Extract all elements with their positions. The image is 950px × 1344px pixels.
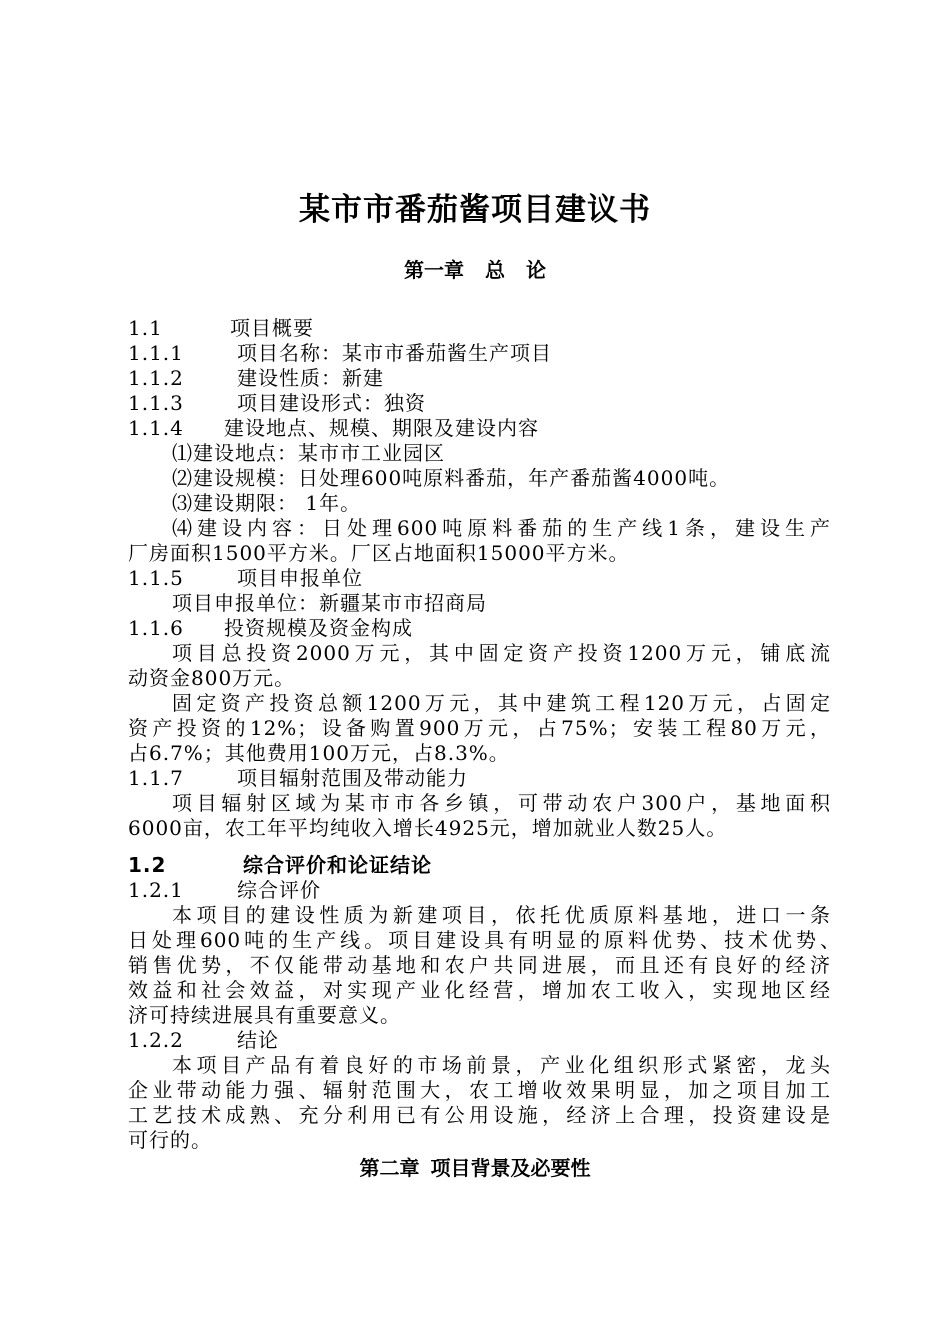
section-number: 1.1.6 xyxy=(128,616,184,640)
list-item-scale: ⑵建设规模：日处理600吨原料番茄，年产番茄酱4000吨。 xyxy=(172,466,731,490)
invest-paragraph-2-line-1: 固定资产投资总额1200万元，其中建筑工程120万元，占固定 xyxy=(172,691,831,715)
evaluation-line-4: 效益和社会效益，对实现产业化经营，增加农工收入，实现地区经 xyxy=(128,978,831,1002)
invest-paragraph-1-line-1: 项目总投资2000万元，其中固定资产投资1200万元，铺底流 xyxy=(172,641,831,665)
section-label: 结论 xyxy=(237,1028,279,1052)
section-label: 投资规模及资金构成 xyxy=(224,616,413,640)
conclusion-line-2: 企业带动能力强、辐射范围大，农工增收效果明显，加之项目加工 xyxy=(128,1078,831,1102)
document-title: 某市市番茄酱项目建议书 xyxy=(299,192,651,228)
section-label: 项目概要 xyxy=(230,316,314,340)
section-1-1-3 xyxy=(128,391,426,415)
invest-paragraph-2-line-3: 占6.7%；其他费用100万元，占8.3%。 xyxy=(128,741,510,765)
chapter-1-heading: 第一章 总 论 xyxy=(404,258,546,282)
radiate-paragraph-line-2: 6000亩，农工年平均纯收入增长4925元，增加就业人数25人。 xyxy=(128,816,728,840)
list-item-period: ⑶建设期限： 1年。 xyxy=(172,491,362,515)
invest-paragraph-2-line-2: 资产投资的12%；设备购置900万元，占75%；安装工程80万元， xyxy=(128,716,831,740)
section-number: 1.2.2 xyxy=(128,1028,184,1052)
section-1-1-4 xyxy=(128,416,539,440)
section-1-1-2 xyxy=(128,366,384,390)
conclusion-line-4: 可行的。 xyxy=(128,1128,212,1152)
list-item-content-line-2: 厂房面积1500平方米。厂区占地面积15000平方米。 xyxy=(128,541,630,565)
section-label: 项目名称：某市市番茄酱生产项目 xyxy=(237,341,552,365)
section-1-2-2 xyxy=(128,1028,279,1052)
section-label: 项目建设形式：独资 xyxy=(237,391,426,415)
section-1-1-5 xyxy=(128,566,363,590)
evaluation-line-2: 日处理600吨的生产线。项目建设具有明显的原料优势、技术优势、 xyxy=(128,928,841,952)
invest-paragraph-1-line-2: 动资金800万元。 xyxy=(128,666,296,690)
section-1-1-6 xyxy=(128,616,413,640)
section-number: 1.1.2 xyxy=(128,366,184,390)
section-1-1-7 xyxy=(128,766,468,790)
section-number: 1.2 xyxy=(128,853,167,877)
section-1-2 xyxy=(128,853,432,877)
chapter-2-heading: 第二章 项目背景及必要性 xyxy=(359,1156,591,1180)
conclusion-line-3: 工艺技术成熟、充分利用已有公用设施，经济上合理，投资建设是 xyxy=(128,1103,831,1127)
section-number: 1.1.1 xyxy=(128,341,184,365)
section-number: 1.1.3 xyxy=(128,391,184,415)
conclusion-line-1: 本项目产品有着良好的市场前景，产业化组织形式紧密，龙头 xyxy=(172,1053,831,1077)
section-label: 综合评价 xyxy=(237,878,321,902)
section-1-1-1 xyxy=(128,341,552,365)
evaluation-line-5: 济可持续进展具有重要意义。 xyxy=(128,1003,401,1027)
list-item-location: ⑴建设地点：某市市工业园区 xyxy=(172,441,445,465)
list-item-content-line-1: ⑷建设内容：日处理600吨原料番茄的生产线1条，建设生产 xyxy=(172,516,831,540)
radiate-paragraph-line-1: 项目辐射区域为某市市各乡镇，可带动农户300户，基地面积 xyxy=(172,791,831,815)
section-number: 1.1.4 xyxy=(128,416,184,440)
section-label: 项目辐射范围及带动能力 xyxy=(237,766,468,790)
section-label: 项目申报单位 xyxy=(237,566,363,590)
section-label: 建设地点、规模、期限及建设内容 xyxy=(224,416,539,440)
section-1-1 xyxy=(128,316,314,340)
section-number: 1.2.1 xyxy=(128,878,184,902)
applicant-paragraph: 项目申报单位：新疆某市市招商局 xyxy=(172,591,487,615)
section-1-2-1 xyxy=(128,878,321,902)
section-number: 1.1.5 xyxy=(128,566,184,590)
section-label: 综合评价和论证结论 xyxy=(243,853,432,877)
section-label: 建设性质：新建 xyxy=(237,366,384,390)
section-number: 1.1 xyxy=(128,316,163,340)
section-number: 1.1.7 xyxy=(128,766,184,790)
evaluation-line-1: 本项目的建设性质为新建项目，依托优质原料基地，进口一条 xyxy=(172,903,831,927)
evaluation-line-3: 销售优势，不仅能带动基地和农户共同进展，而且还有良好的经济 xyxy=(128,953,831,977)
